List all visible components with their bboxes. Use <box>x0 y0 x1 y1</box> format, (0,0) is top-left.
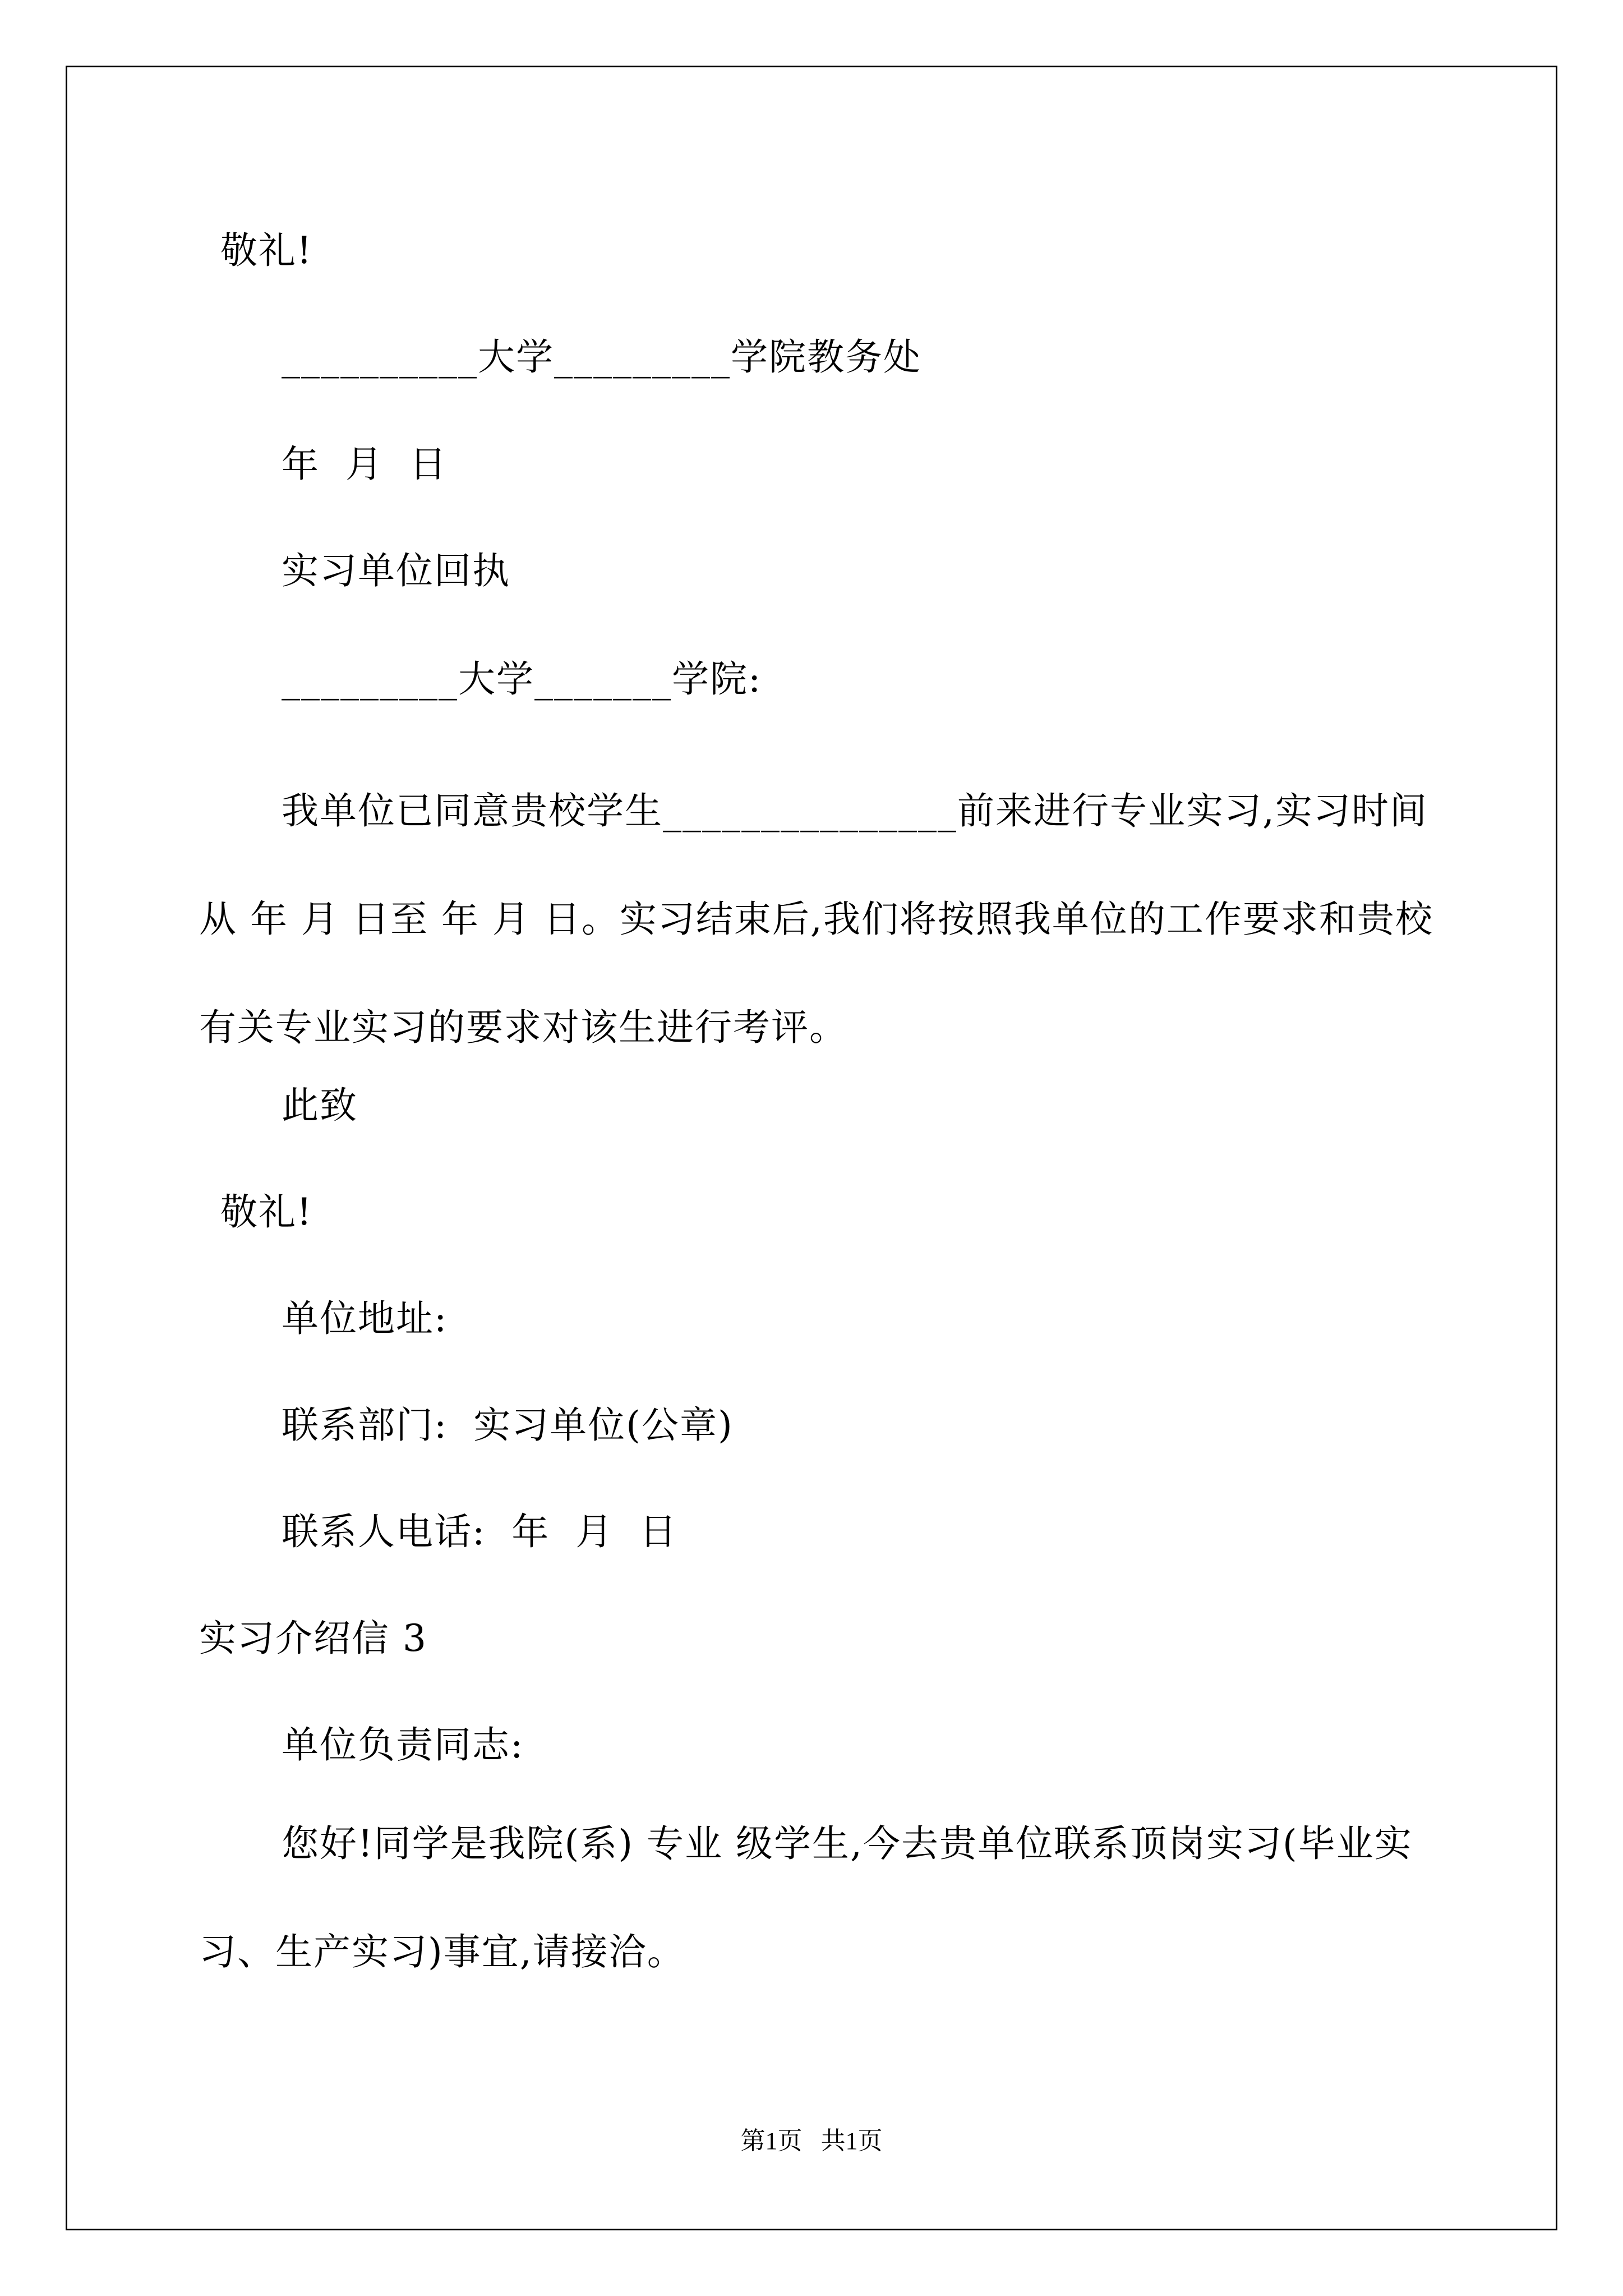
signature-date-1: 年 月 日 <box>282 443 448 486</box>
salutation-2: 敬礼! <box>220 1190 313 1234</box>
receipt-body-paragraph: 我单位已同意贵校学生_______________前来进行专业实习,实习时间从 年 月 日至 年 月 日。实习结束后,我们将按照我单位的工作要求和贵校有关专业实习的要求对该生进行考评。 <box>199 789 1433 1049</box>
receipt-addressee: _________大学_______学院: <box>282 657 762 701</box>
contact-department-line: 联系部门: 实习单位(公章) <box>282 1404 734 1447</box>
page-footer: 第1页 共1页 <box>740 2127 883 2155</box>
unit-address-label: 单位地址: <box>282 1297 448 1340</box>
salutation-1: 敬礼! <box>220 229 313 272</box>
contact-phone-line: 联系人电话: 年 月 日 <box>282 1510 678 1553</box>
letter-title: 实习介绍信 3 <box>199 1617 427 1660</box>
closing-phrase: 此致 <box>282 1084 358 1127</box>
letter-body-paragraph: 您好!同学是我院(系) 专业 级学生,今去贵单位联系顶岗实习(毕业实习、生产实习)事宜,请接洽。 <box>199 1822 1413 1973</box>
receipt-title: 实习单位回执 <box>282 549 510 592</box>
signature-school-office: __________大学_________学院教务处 <box>282 335 921 379</box>
letter-greeting: 单位负责同志: <box>282 1723 524 1766</box>
